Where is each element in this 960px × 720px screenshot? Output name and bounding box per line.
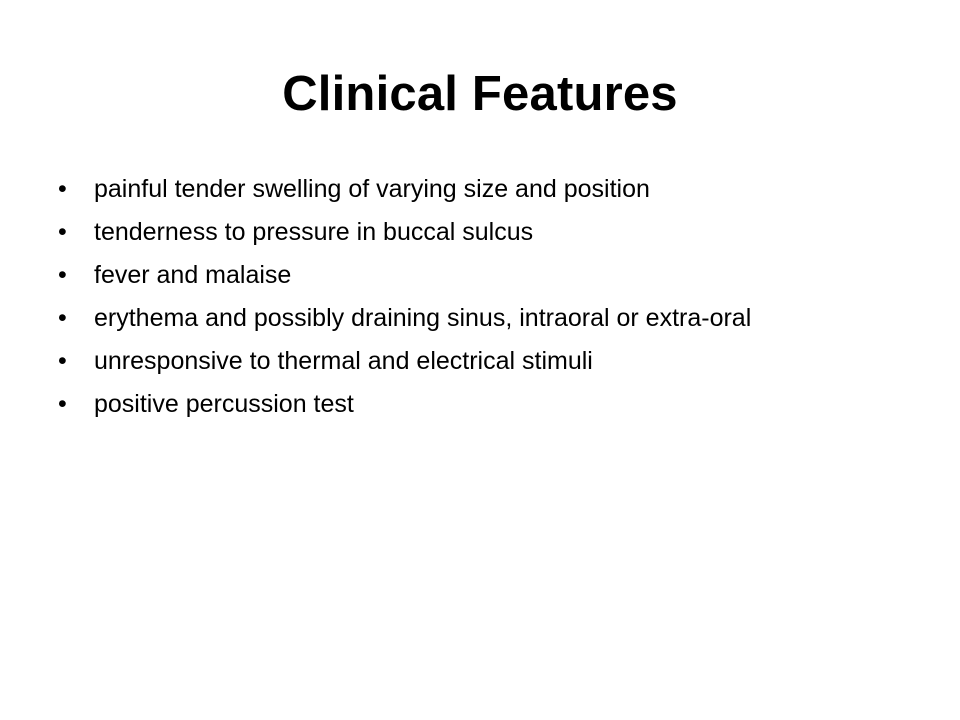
bullet-icon: • xyxy=(58,261,67,289)
bullet-item xyxy=(58,303,898,333)
bullet-item xyxy=(58,346,898,376)
bullet-icon: • xyxy=(58,347,67,375)
bullet-item xyxy=(58,217,898,247)
bullet-list xyxy=(58,174,898,432)
bullet-text: tenderness to pressure in buccal sulcus xyxy=(94,218,534,246)
bullet-icon: • xyxy=(58,390,67,418)
bullet-text: unresponsive to thermal and electrical stimuli xyxy=(94,347,593,375)
bullet-icon: • xyxy=(58,304,67,332)
bullet-icon: • xyxy=(58,218,67,246)
bullet-text: fever and malaise xyxy=(94,261,292,289)
bullet-text: positive percussion test xyxy=(94,390,354,418)
bullet-icon: • xyxy=(58,175,67,203)
bullet-item xyxy=(58,260,898,290)
bullet-item xyxy=(58,389,898,419)
slide-title: Clinical Features xyxy=(282,67,678,121)
bullet-text: painful tender swelling of varying size and position xyxy=(94,175,650,203)
bullet-item xyxy=(58,174,898,204)
bullet-text: erythema and possibly draining sinus, intraoral or extra-oral xyxy=(94,304,752,332)
